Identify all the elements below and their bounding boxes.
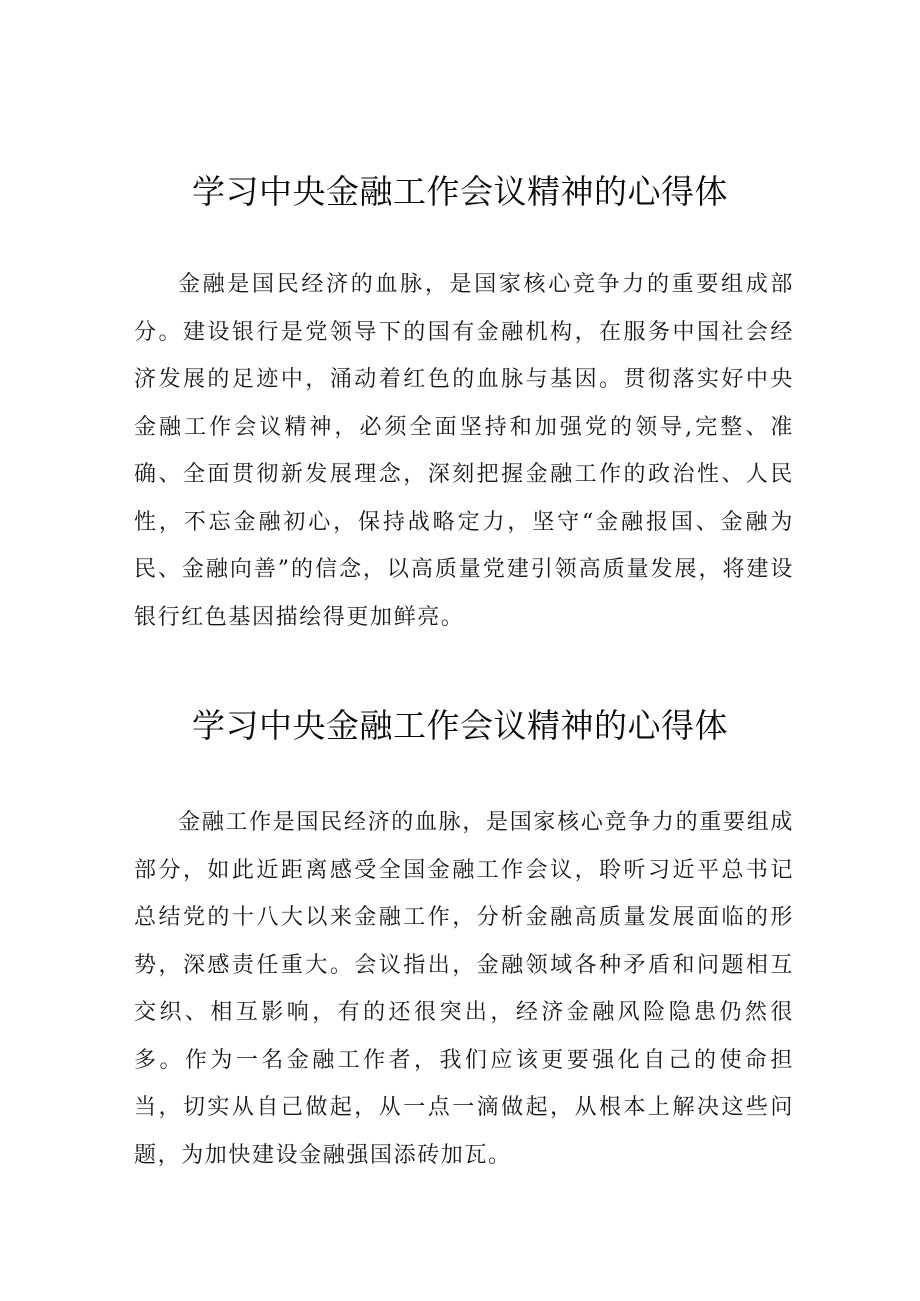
essay-title-1: 学习中央金融工作会议精神的心得体 <box>192 172 728 211</box>
essay-paragraph-1: 金融是国民经济的血脉，是国家核心竞争力的重要组成部分。建设银行是党领导下的国有金融机构，在服务中国社会经济发展的足迹中，涌动着红色的血脉与基因。贯彻落实好中央金融工作会议精神，必须全面坚持和加强党的领导,完整、准确、全面贯彻新发展理念，深刻把握金融工作的政治性、人民性，不忘金融初心，保持战略定力，坚守“金融报国、金融为民、金融向善”的信念，以高质量党建引领高质量发展，将建设银行红色基因描绘得更加鲜亮。 <box>134 272 794 630</box>
essay-paragraph-2: 金融工作是国民经济的血脉，是国家核心竞争力的重要组成部分，如此近距离感受全国金融工作会议，聆听习近平总书记总结党的十八大以来金融工作，分析金融高质量发展面临的形势，深感责任重大。会议指出，金融领域各种矛盾和问题相互交织、相互影响，有的还很突出，经济金融风险隐患仍然很多。作为一名金融工作者，我们应该更要强化自己的使命担当，切实从自己做起，从一点一滴做起，从根本上解决这些问题，为加快建设金融强国添砖加瓦。 <box>134 810 794 1168</box>
essay-section-2 <box>0 702 920 1168</box>
essay-section-1 <box>0 168 920 630</box>
essay-title-2: 学习中央金融工作会议精神的心得体 <box>192 706 728 745</box>
